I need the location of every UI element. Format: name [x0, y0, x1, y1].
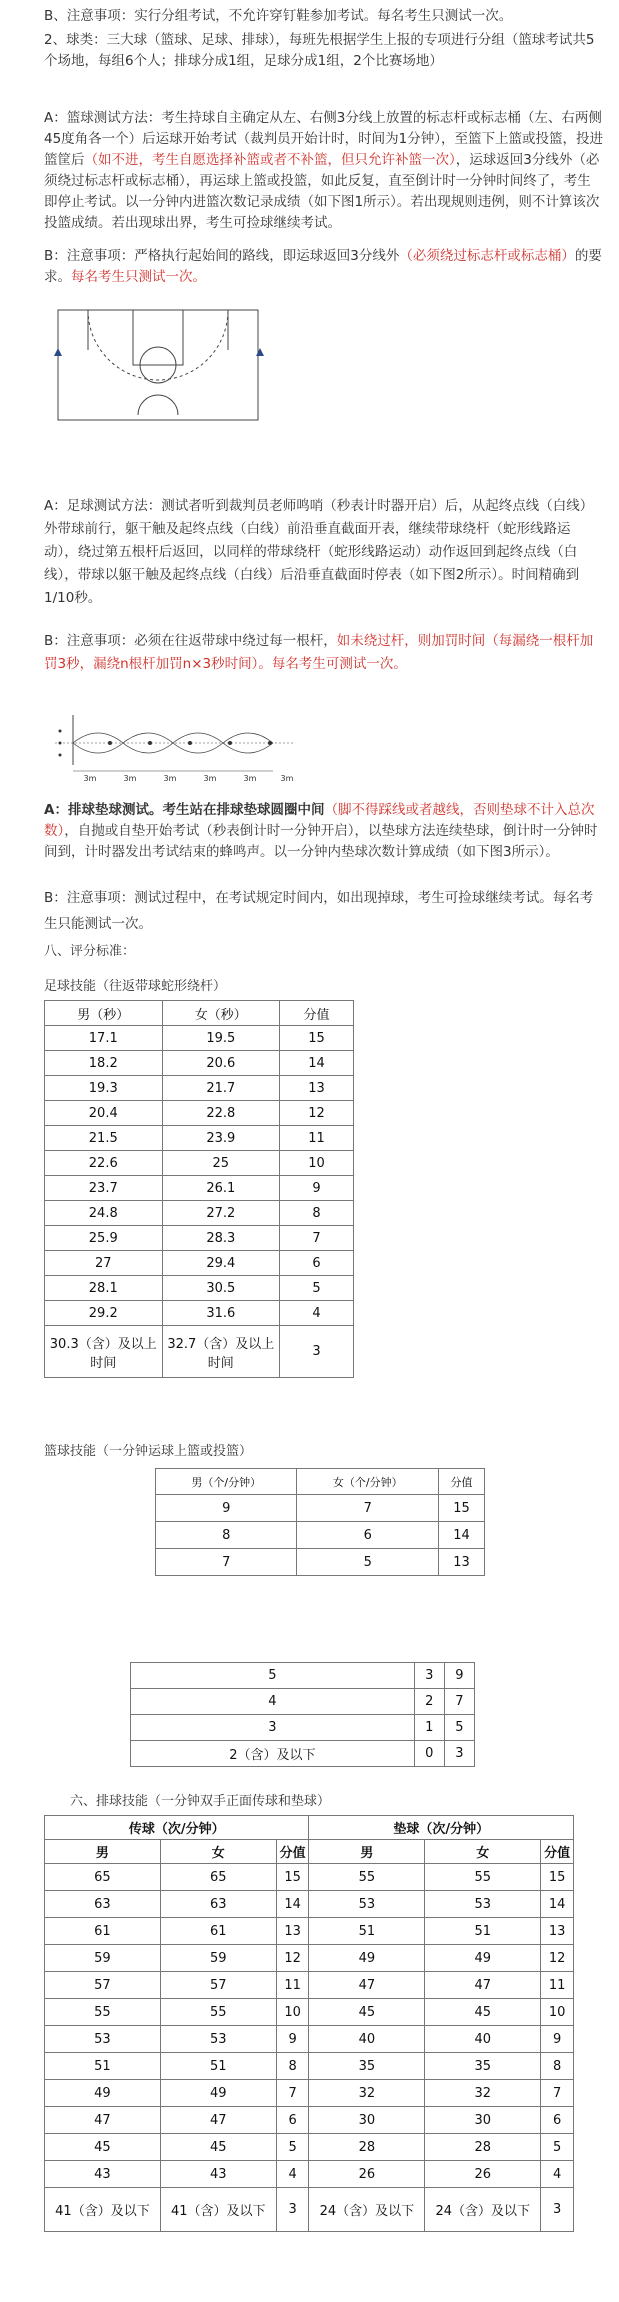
table-row [45, 1201, 354, 1226]
table-cell: 49 [425, 1945, 541, 1972]
table-cell: 11 [280, 1126, 354, 1151]
table-row [45, 1026, 354, 1051]
table-cell: 5 [444, 1715, 474, 1741]
table-cell: 63 [160, 1891, 276, 1918]
table-cell: 53 [45, 2026, 161, 2053]
table-row [45, 1945, 574, 1972]
table-cell: 19.5 [162, 1026, 280, 1051]
table-cell: 22.6 [45, 1151, 163, 1176]
scoring-standard-heading: 八、评分标准： [44, 944, 136, 959]
table-cell: 15 [276, 1864, 309, 1891]
volleyball-method-a-text2: ，自抛或自垫开始考试（秒表倒计时一分钟开启），以垫球方法连续垫球，倒计时一分钟时间到，计时器发出考试结束的蜂鸣声。以一分钟内垫球次数计算成绩（如下图3所示）。 [44, 823, 598, 860]
basketball-table-title: 篮球技能（一分钟运球上篮或投篮） [44, 1444, 253, 1459]
table-cell: 15 [541, 1864, 574, 1891]
football-score-table [44, 1000, 354, 1378]
table-cell: 49 [160, 2080, 276, 2107]
table-cell: 7 [541, 2080, 574, 2107]
table-cell: 13 [280, 1076, 354, 1101]
col-header: 分值 [438, 1469, 484, 1495]
volleyball-table-title: 六、排球技能（一分钟双手正面传球和垫球） [70, 1794, 331, 1809]
table-row [45, 1326, 354, 1378]
table-row [45, 1251, 354, 1276]
table-row [45, 1151, 354, 1176]
distance-label-1: 3m [83, 774, 97, 783]
table-row [45, 2161, 574, 2188]
table-row [45, 1226, 354, 1251]
table-cell: 65 [45, 1864, 161, 1891]
table-cell: 45 [160, 2134, 276, 2161]
table-cell: 7 [276, 2080, 309, 2107]
table-row [156, 1549, 485, 1576]
table-cell: 51 [309, 1918, 425, 1945]
table-cell: 41（含）及以下 [160, 2188, 276, 2232]
table-cell: 4 [276, 2161, 309, 2188]
table-cell: 19.3 [45, 1076, 163, 1101]
table-cell: 8 [156, 1522, 297, 1549]
football-table-title: 足球技能（往返带球蛇形绕杆） [44, 979, 227, 994]
table-cell: 27 [45, 1251, 163, 1276]
table-cell: 53 [425, 1891, 541, 1918]
table-cell: 14 [276, 1891, 309, 1918]
group-header-dig: 垫球（次/分钟） [309, 1816, 574, 1840]
table-cell: 49 [309, 1945, 425, 1972]
table-cell: 12 [541, 1945, 574, 1972]
table-cell: 20.6 [162, 1051, 280, 1076]
table-cell: 9 [444, 1663, 474, 1689]
table-row [131, 1663, 475, 1689]
table-cell: 47 [425, 1972, 541, 1999]
table-cell: 6 [541, 2107, 574, 2134]
table-row [45, 2107, 574, 2134]
table-cell: 2 [414, 1689, 444, 1715]
table-cell: 4 [280, 1301, 354, 1326]
table-row [131, 1715, 475, 1741]
table-row [45, 1972, 574, 1999]
table-cell: 7 [156, 1549, 297, 1576]
col-header: 女（秒） [162, 1001, 280, 1026]
table-row [156, 1495, 485, 1522]
table-cell: 55 [425, 1864, 541, 1891]
col-header: 女（个/分钟） [297, 1469, 438, 1495]
table-cell: 14 [438, 1522, 484, 1549]
table-cell: 55 [309, 1864, 425, 1891]
basketball-method-a-text3: （必须绕过标志杆或标志桶），再运球上篮或投篮，如此反复，直至倒计时一分钟时间终了，考生即停止考试。以一分钟内进篮次数记录成绩（如下图1所示）。若出现规则违例，则不计算该次投篮成绩。若出现球出界，考生可捡球继续考试。 [44, 152, 600, 231]
table-cell: 53 [160, 2026, 276, 2053]
table-row [45, 2134, 574, 2161]
basketball-method-a [44, 108, 604, 234]
volleyball-score-table [44, 1815, 574, 2232]
table-row [45, 2053, 574, 2080]
table-cell: 40 [309, 2026, 425, 2053]
table-cell: 7 [297, 1495, 438, 1522]
table-cell: 28 [309, 2134, 425, 2161]
table-cell: 43 [160, 2161, 276, 2188]
football-method-b-text: B：注意事项：必须在往返带球中绕过每一根杆， [44, 633, 337, 649]
table-cell: 28.1 [45, 1276, 163, 1301]
table-cell: 24（含）及以下 [425, 2188, 541, 2232]
table-cell: 32 [309, 2080, 425, 2107]
distance-label-2: 3m [123, 774, 137, 783]
table-cell: 7 [280, 1226, 354, 1251]
table-cell: 59 [45, 1945, 161, 1972]
table-cell: 21.7 [162, 1076, 280, 1101]
table-cell: 10 [280, 1151, 354, 1176]
table-cell: 10 [541, 1999, 574, 2026]
table-cell: 32 [425, 2080, 541, 2107]
table-cell: 30.3（含）及以上时间 [45, 1326, 163, 1378]
table-cell: 26.1 [162, 1176, 280, 1201]
table-row [45, 2026, 574, 2053]
table-cell: 9 [280, 1176, 354, 1201]
distance-label-4: 3m [203, 774, 217, 783]
table-row [45, 1276, 354, 1301]
basketball-court-diagram [48, 290, 268, 430]
table-cell: 12 [280, 1101, 354, 1126]
volleyball-method-a-red: （脚不得踩线或者越线，否则垫球不计入总次数） [44, 802, 595, 839]
table-cell: 26 [425, 2161, 541, 2188]
table-row [45, 1918, 574, 1945]
table-cell: 5 [280, 1276, 354, 1301]
table-cell: 9 [541, 2026, 574, 2053]
table-cell: 12 [276, 1945, 309, 1972]
table-cell: 8 [276, 2053, 309, 2080]
table-cell: 2（含）及以下 [131, 1741, 415, 1767]
table-cell: 1 [414, 1715, 444, 1741]
table-cell: 5 [131, 1663, 415, 1689]
table-cell: 13 [438, 1549, 484, 1576]
basketball-method-b-red1: （必须绕过标志杆或标志桶） [399, 248, 575, 264]
table-cell: 61 [45, 1918, 161, 1945]
table-row [45, 1864, 574, 1891]
table-cell: 13 [541, 1918, 574, 1945]
table-cell: 5 [541, 2134, 574, 2161]
table-cell: 45 [425, 1999, 541, 2026]
basketball-score-table-top [155, 1468, 485, 1576]
table-cell: 28.3 [162, 1226, 280, 1251]
col-header: 女 [425, 1840, 541, 1864]
table-cell: 47 [160, 2107, 276, 2134]
table-row [45, 1101, 354, 1126]
table-cell: 15 [438, 1495, 484, 1522]
table-cell: 45 [309, 1999, 425, 2026]
table-cell: 55 [45, 1999, 161, 2026]
basketball-method-b-text: B：注意事项：严格执行起始间的路线，即运球返回3分线外 [44, 248, 400, 264]
table-cell: 5 [297, 1549, 438, 1576]
distance-label-6: 3m [280, 774, 294, 783]
table-cell: 22.8 [162, 1101, 280, 1126]
basketball-score-table-bottom [130, 1662, 475, 1767]
table-cell: 18.2 [45, 1051, 163, 1076]
table-cell: 3 [276, 2188, 309, 2232]
table-row [45, 1999, 574, 2026]
table-cell: 7 [444, 1689, 474, 1715]
table-cell: 51 [160, 2053, 276, 2080]
distance-label-5: 3m [243, 774, 257, 783]
table-cell: 31.6 [162, 1301, 280, 1326]
table-cell: 25 [162, 1151, 280, 1176]
table-cell: 53 [309, 1891, 425, 1918]
table-cell: 13 [276, 1918, 309, 1945]
table-cell: 6 [297, 1522, 438, 1549]
table-cell: 40 [425, 2026, 541, 2053]
col-header: 男 [309, 1840, 425, 1864]
table-cell: 35 [425, 2053, 541, 2080]
table-cell: 28 [425, 2134, 541, 2161]
basketball-method-a-red: （如不进，考生自愿选择补篮或者不补篮，但只允许补篮一次） [84, 152, 456, 168]
basketball-method-b-text2: 的要求。 [44, 248, 602, 285]
table-cell: 51 [45, 2053, 161, 2080]
table-cell: 17.1 [45, 1026, 163, 1051]
col-header: 男 [45, 1840, 161, 1864]
table-cell: 51 [425, 1918, 541, 1945]
table-cell: 14 [280, 1051, 354, 1076]
table-cell: 57 [45, 1972, 161, 1999]
table-cell: 20.4 [45, 1101, 163, 1126]
table-cell: 0 [414, 1741, 444, 1767]
table-cell: 23.9 [162, 1126, 280, 1151]
table-cell: 63 [45, 1891, 161, 1918]
table-cell: 21.5 [45, 1126, 163, 1151]
basketball-method-b [44, 246, 604, 288]
table-cell: 26 [309, 2161, 425, 2188]
table-cell: 43 [45, 2161, 161, 2188]
volleyball-method-a-text1: A：排球垫球测试。考生站在排球垫球圆圈中间 [44, 802, 325, 818]
table-cell: 45 [45, 2134, 161, 2161]
basketball-method-a-text2: ，运球返回3分线外 [455, 152, 573, 168]
table-row [45, 1301, 354, 1326]
table-cell: 55 [160, 1999, 276, 2026]
table-row [45, 1076, 354, 1101]
table-row [131, 1689, 475, 1715]
table-row [45, 1891, 574, 1918]
football-method-a: A：足球测试方法：测试者听到裁判员老师鸣哨（秒表计时器开启）后，从起终点线（白线）外带球前行，躯干触及起终点线（白线）前沿垂直截面开表，继续带球绕杆（蛇形线路运动），绕过第五根杆后返回，以同样的带球绕杆（蛇形线路运动）动作返回到起终点线（白线），带球以躯干触及起终点线（白线）后沿垂直截面时停表（如下图2所示）。时间精确到1/10秒。 [44, 498, 594, 606]
table-cell: 32.7（含）及以上时间 [162, 1326, 280, 1378]
table-cell: 6 [280, 1251, 354, 1276]
table-cell: 8 [280, 1201, 354, 1226]
table-cell: 3 [414, 1663, 444, 1689]
table-cell: 11 [276, 1972, 309, 1999]
table-cell: 35 [309, 2053, 425, 2080]
table-cell: 3 [280, 1326, 354, 1378]
col-header: 分值 [541, 1840, 574, 1864]
table-row [45, 1126, 354, 1151]
table-cell: 49 [45, 2080, 161, 2107]
col-header: 女 [160, 1840, 276, 1864]
table-cell: 3 [444, 1741, 474, 1767]
table-cell: 29.4 [162, 1251, 280, 1276]
table-cell: 29.2 [45, 1301, 163, 1326]
table-cell: 30 [309, 2107, 425, 2134]
table-cell: 24.8 [45, 1201, 163, 1226]
table-cell: 47 [45, 2107, 161, 2134]
volleyball-method-b: B：注意事项：测试过程中，在考试规定时间内，如出现掉球，考生可捡球继续考试。每名考生只能测试一次。 [44, 890, 594, 932]
table-cell: 5 [276, 2134, 309, 2161]
table-cell: 9 [156, 1495, 297, 1522]
table-cell: 4 [541, 2161, 574, 2188]
col-header: 分值 [276, 1840, 309, 1864]
table-cell: 59 [160, 1945, 276, 1972]
table-cell: 30 [425, 2107, 541, 2134]
table-cell: 11 [541, 1972, 574, 1999]
football-method-b [44, 630, 604, 676]
basketball-method-a-text1: A：篮球测试方法：考生持球自主确定从左、右侧3分线上放置的标志杆或标志桶（左、右两侧45度角各一个）后运球开始考试（裁判员开始计时，时间为1分钟），至篮下上篮或投篮，投进篮筐后 [44, 110, 604, 168]
football-method-b-red: 如未绕过杆，则加罚时间（每漏绕一根杆加罚3秒，漏绕n根杆加罚n×3秒时间）。每名考生可测试一次。 [44, 633, 594, 672]
table-cell: 23.7 [45, 1176, 163, 1201]
table-cell: 61 [160, 1918, 276, 1945]
table-row [45, 1176, 354, 1201]
col-header: 分值 [280, 1001, 354, 1026]
volleyball-method-a [44, 800, 604, 863]
table-cell: 24（含）及以下 [309, 2188, 425, 2232]
table-row [45, 2080, 574, 2107]
table-row [156, 1522, 485, 1549]
note-line-1: B、注意事项：实行分组考试，不允许穿钉鞋参加考试。每名考生只测试一次。 [44, 8, 513, 24]
col-header: 男（个/分钟） [156, 1469, 297, 1495]
table-cell: 4 [131, 1689, 415, 1715]
table-cell: 57 [160, 1972, 276, 1999]
table-row [131, 1741, 475, 1767]
table-cell: 3 [541, 2188, 574, 2232]
table-cell: 6 [276, 2107, 309, 2134]
distance-label-3: 3m [163, 774, 177, 783]
col-header: 男（秒） [45, 1001, 163, 1026]
basketball-method-b-red2: 每名考生只测试一次。 [71, 269, 206, 285]
table-cell: 10 [276, 1999, 309, 2026]
table-cell: 14 [541, 1891, 574, 1918]
table-cell: 30.5 [162, 1276, 280, 1301]
table-cell: 25.9 [45, 1226, 163, 1251]
table-cell: 47 [309, 1972, 425, 1999]
group-header-pass: 传球（次/分钟） [45, 1816, 309, 1840]
ball-games-line: 2、球类：三大球（篮球、足球、排球），每班先根据学生上报的专项进行分组（篮球考试共5个场地，每组6个人；排球分成1组，足球分成1组，2个比赛场地） [44, 32, 595, 69]
table-cell: 27.2 [162, 1201, 280, 1226]
table-cell: 3 [131, 1715, 415, 1741]
football-dribble-diagram [55, 705, 305, 785]
table-cell: 9 [276, 2026, 309, 2053]
table-cell: 41（含）及以下 [45, 2188, 161, 2232]
table-cell: 15 [280, 1026, 354, 1051]
table-cell: 65 [160, 1864, 276, 1891]
table-row [45, 1051, 354, 1076]
table-row [45, 2188, 574, 2232]
table-cell: 8 [541, 2053, 574, 2080]
